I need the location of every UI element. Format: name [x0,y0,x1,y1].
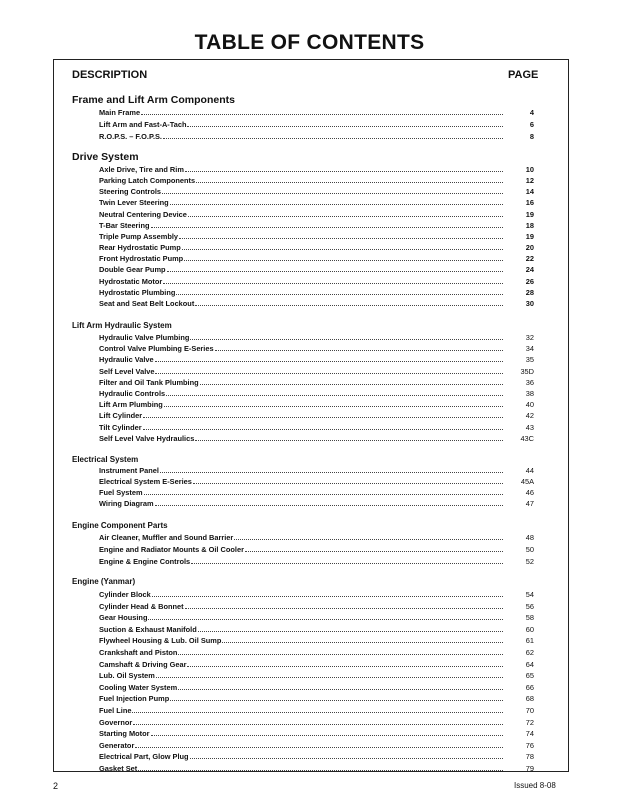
dot-leader [138,763,503,771]
toc-entry-label: Crankshaft and Piston [99,648,178,657]
toc-entry[interactable] [99,242,534,253]
dot-leader [164,399,503,407]
toc-entry-page: 47 [525,499,534,509]
toc-entry-page: 79 [525,764,534,773]
toc-entry-page: 22 [525,254,534,264]
toc-entry[interactable] [99,659,534,670]
toc-entry[interactable] [99,276,534,287]
dot-leader [163,276,503,284]
toc-entry-page: 44 [525,466,534,475]
toc-entry-page: 32 [525,333,534,342]
toc-entry-label: Lift Cylinder [99,411,143,421]
toc-entry-page: 70 [525,706,534,715]
toc-entry-page: 78 [525,752,534,762]
toc-entry-label: Camshaft & Driving Gear [99,659,187,669]
toc-entry-label: Starting Motor [99,729,150,739]
toc-entry-page: 68 [525,694,534,704]
dot-leader [156,670,503,678]
dot-leader [155,354,503,362]
toc-entry[interactable] [99,589,534,600]
toc-entry[interactable] [99,209,534,220]
dot-leader [234,532,503,540]
section-title: Engine Component Parts [72,521,168,530]
toc-entry-label: Engine and Radiator Mounts & Oil Cooler [99,545,244,554]
toc-entry[interactable] [99,751,534,762]
toc-entry-label: Electrical System E-Series [99,477,192,487]
section-title: Lift Arm Hydraulic System [72,321,172,330]
dot-leader [133,717,503,725]
toc-entry-label: Lift Arm Plumbing [99,400,163,410]
toc-entry-label: Lift Arm and Fast-A-Tach [99,120,187,130]
toc-entry[interactable] [99,498,534,509]
toc-entry-label: Hydrostatic Plumbing [99,287,176,297]
dot-leader [190,332,503,340]
toc-entry-label: Air Cleaner, Muffler and Sound Barrier [99,533,234,542]
toc-entry-label: Engine & Engine Controls [99,557,191,566]
toc-entry-page: 12 [525,176,534,186]
dot-leader [187,659,503,667]
toc-entry[interactable] [99,705,534,716]
dot-leader [185,164,503,172]
toc-entry[interactable] [99,728,534,739]
dot-leader [170,693,503,701]
toc-entry-label: Hydraulic Controls [99,389,166,398]
toc-entry[interactable] [99,264,534,275]
toc-entry[interactable] [99,763,534,774]
dot-leader [144,487,503,495]
toc-entry-label: Generator [99,740,135,750]
toc-entry-label: Rear Hydrostatic Pump [99,243,181,253]
toc-entry[interactable] [99,253,534,264]
toc-entry[interactable] [99,220,534,231]
toc-entry-page: 19 [525,209,534,219]
toc-entry-label: Seat and Seat Belt Lockout [99,298,195,308]
dot-leader [151,220,503,228]
toc-entry-page: 43C [520,433,534,443]
toc-entry-page: 35 [525,355,534,365]
toc-entry-page: 65 [525,671,534,681]
toc-entry-label: Self Level Valve [99,366,155,376]
dot-leader [148,612,503,620]
toc-entry[interactable] [99,544,534,555]
toc-entry-page: 50 [525,545,534,554]
toc-entry-label: Parking Latch Components [99,176,196,186]
toc-entry[interactable] [99,476,534,487]
toc-entry[interactable] [99,119,534,130]
dot-leader [141,107,503,115]
toc-entry-page: 45A [520,477,534,487]
toc-entry-label: Fuel System [99,488,143,498]
toc-entry-page: 35D [520,366,534,376]
footer-page-number: 2 [53,781,59,791]
dot-leader [170,197,503,205]
dot-leader [155,498,503,506]
dot-leader [143,410,503,418]
dot-leader [193,476,503,484]
toc-entry-label: Self Level Valve Hydraulics [99,433,195,443]
toc-entry[interactable] [99,366,534,377]
dot-leader [188,209,503,217]
toc-entry-page: 34 [525,344,534,354]
dot-leader [163,131,503,139]
toc-entry-label: Instrument Panel [99,466,159,475]
toc-entry[interactable] [99,377,534,388]
section-title: Electrical System [72,455,139,464]
toc-entry[interactable] [99,532,534,543]
dot-leader [176,287,503,295]
dot-leader [195,298,503,306]
toc-entry-page: 72 [525,717,534,727]
toc-entry[interactable] [99,635,534,646]
toc-entry-label: T-Bar Steering [99,220,150,230]
dot-leader [152,589,503,597]
toc-entry-page: 42 [525,411,534,421]
toc-entry[interactable] [99,231,534,242]
toc-entry[interactable] [99,399,534,410]
section-title: Engine (Yanmar) [72,577,136,586]
toc-entry-label: Front Hydrostatic Pump [99,254,184,264]
toc-entry-label: Main Frame [99,108,141,117]
dot-leader [155,366,503,374]
toc-entry[interactable] [99,164,534,175]
dot-leader [190,751,503,759]
toc-entry-label: Governor [99,717,133,727]
toc-entry-page: 56 [525,601,534,611]
toc-entry-page: 38 [525,389,534,398]
toc-entry[interactable] [99,465,534,476]
toc-entry[interactable] [99,186,534,197]
toc-entry[interactable] [99,693,534,704]
toc-entry-page: 52 [525,557,534,566]
toc-entry-page: 74 [525,729,534,739]
toc-entry-label: Electrical Part, Glow Plug [99,752,189,762]
toc-entry-page: 14 [525,187,534,197]
toc-entry-page: 40 [525,400,534,410]
toc-entry-page: 46 [525,488,534,498]
toc-entry-page: 24 [525,265,534,275]
toc-entry-page: 8 [529,132,534,142]
toc-entry-page: 54 [525,590,534,599]
dot-leader [222,635,503,643]
footer-issued: Issued 8-08 [514,781,556,790]
dot-leader [184,253,503,261]
dot-leader [179,231,503,239]
toc-entry[interactable] [99,131,534,142]
toc-entry-label: Axle Drive, Tire and Rim [99,165,184,174]
toc-entry[interactable] [99,175,534,186]
toc-entry[interactable] [99,612,534,623]
toc-entry[interactable] [99,433,534,444]
toc-entry-label: Hydrostatic Motor [99,276,163,286]
toc-entry-label: R.O.P.S. – F.O.P.S. [99,132,162,142]
dot-leader [160,465,503,473]
toc-entry[interactable] [99,197,534,208]
toc-entry-page: 4 [529,108,534,117]
toc-entry[interactable] [99,287,534,298]
dot-leader [196,175,503,183]
toc-entry[interactable] [99,354,534,365]
dot-leader [151,728,504,736]
section-title: Frame and Lift Arm Components [72,94,235,106]
toc-entry[interactable] [99,487,534,498]
dot-leader [198,624,503,632]
toc-entry-label: Control Valve Plumbing E-Series [99,344,214,354]
toc-entry-label: Cylinder Block [99,590,151,599]
toc-entry[interactable] [99,343,534,354]
toc-entry[interactable] [99,740,534,751]
toc-entry[interactable] [99,682,534,693]
toc-entry[interactable] [99,601,534,612]
dot-leader [167,264,503,272]
dot-leader [195,433,503,441]
toc-entry-label: Gear Housing [99,613,148,623]
toc-entry-label: Wiring Diagram [99,499,154,509]
toc-entry-page: 48 [525,533,534,542]
toc-entry-page: 64 [525,659,534,669]
description-header: DESCRIPTION [72,69,148,81]
dot-leader [166,388,503,396]
toc-entry-page: 26 [525,276,534,286]
toc-entry[interactable] [99,388,534,399]
toc-entry-page: 62 [525,648,534,657]
toc-entry-page: 10 [525,165,534,174]
toc-entry-label: Gasket Set [99,764,138,773]
toc-entry[interactable] [99,410,534,421]
toc-entry-page: 66 [525,682,534,692]
toc-entry[interactable] [99,647,534,658]
toc-entry-page: 28 [525,287,534,297]
dot-leader [182,242,503,250]
toc-entry[interactable] [99,624,534,635]
toc-entry[interactable] [99,422,534,433]
dot-leader [185,601,503,609]
toc-entry-page: 19 [525,231,534,241]
toc-entry-label: Hydraulic Valve [99,355,154,365]
toc-entry-page: 20 [525,243,534,253]
dot-leader [215,343,503,351]
dot-leader [132,705,503,713]
dot-leader [178,682,503,690]
dot-leader [162,186,503,194]
toc-entry-label: Filter and Oil Tank Plumbing [99,377,199,387]
toc-entry-page: 58 [525,613,534,623]
dot-leader [191,556,503,564]
toc-entry-label: Fuel Injection Pump [99,694,170,704]
toc-entry-page: 16 [525,198,534,208]
toc-entry-label: Hydraulic Valve Plumbing [99,333,190,342]
toc-entry-page: 60 [525,624,534,634]
toc-entry[interactable] [99,670,534,681]
toc-entry-label: Fuel Line [99,706,132,715]
dot-leader [178,647,503,655]
toc-entry[interactable] [99,298,534,309]
toc-entry-label: Neutral Centering Device [99,209,187,219]
toc-entry[interactable] [99,107,534,118]
toc-entry-page: 18 [525,220,534,230]
dot-leader [135,740,503,748]
dot-leader [143,422,503,430]
toc-entry-label: Tilt Cylinder [99,422,142,432]
toc-entry-page: 6 [529,120,534,130]
toc-entry-label: Lub. Oil System [99,671,155,681]
toc-entry[interactable] [99,332,534,343]
toc-entry[interactable] [99,717,534,728]
toc-entry[interactable] [99,556,534,567]
toc-entry-label: Double Gear Pump [99,265,166,275]
dot-leader [187,119,503,127]
toc-entry-label: Flywheel Housing & Lub. Oil Sump [99,636,222,646]
toc-entry-page: 76 [525,740,534,750]
toc-entry-label: Steering Controls [99,187,162,197]
toc-entry-label: Twin Lever Steering [99,198,169,208]
section-title: Drive System [72,151,139,163]
toc-entry-page: 43 [525,422,534,432]
toc-entry-label: Cylinder Head & Bonnet [99,601,184,611]
toc-entry-page: 30 [525,298,534,308]
toc-entry-label: Triple Pump Assembly [99,231,178,241]
toc-entry-page: 36 [525,377,534,387]
toc-entry-label: Cooling Water System [99,682,178,692]
dot-leader [245,544,503,552]
page-title: TABLE OF CONTENTS [194,31,425,54]
dot-leader [200,377,503,385]
toc-entry-page: 61 [525,636,534,646]
page-header: PAGE [508,69,539,81]
toc-entry-label: Suction & Exhaust Manifold [99,624,197,634]
